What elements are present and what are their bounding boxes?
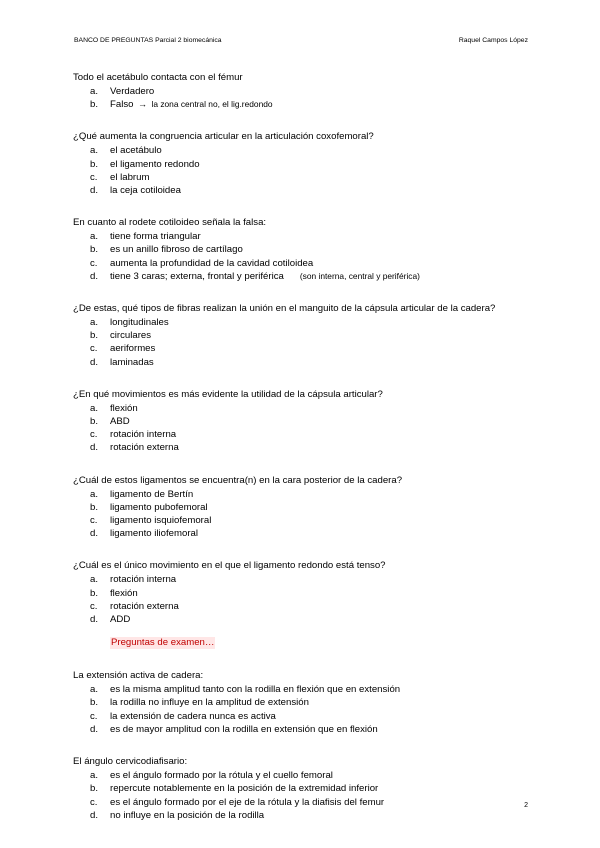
option-a <box>73 769 540 782</box>
option-letter: c. <box>90 343 98 355</box>
options-list <box>73 488 540 541</box>
option-text: es de mayor amplitud con la rodilla en extensión que en flexión <box>110 723 378 735</box>
option-text: rotación externa <box>110 442 179 454</box>
option-a <box>73 402 540 415</box>
option-text: ligamento iliofemoral <box>110 528 198 540</box>
question-5 <box>73 388 540 455</box>
option-note: (son interna, central y periférica) <box>299 270 420 281</box>
options-list <box>73 230 540 283</box>
option-b <box>73 587 540 600</box>
option-b <box>73 158 540 171</box>
option-c <box>73 796 540 809</box>
header-title: BANCO DE PREGUNTAS Parcial 2 biomecánica <box>74 37 222 44</box>
option-letter: d. <box>90 356 99 368</box>
option-letter: d. <box>90 723 99 735</box>
header-author: Raquel Campos López <box>458 37 528 44</box>
question-2 <box>73 130 540 197</box>
option-letter: c. <box>90 710 98 722</box>
option-text: ligamento de Bertín <box>110 488 194 500</box>
option-b <box>73 243 540 256</box>
question-text: ¿Cuál de estos ligamentos se encuentra(n) en la cara posterior de la cadera? <box>73 474 403 486</box>
question-1 <box>73 71 540 111</box>
option-text: Verdadero <box>110 86 155 97</box>
option-letter: a. <box>90 317 99 329</box>
option-letter: b. <box>90 783 99 795</box>
option-letter: c. <box>90 796 98 808</box>
option-text: la ceja cotiloidea <box>110 185 181 197</box>
option-letter: d. <box>90 185 99 197</box>
option-letter: d. <box>90 270 99 282</box>
option-letter: b. <box>90 501 99 513</box>
option-b <box>73 98 540 111</box>
option-text: es el ángulo formado por la rótula y el cuello femoral <box>110 770 333 782</box>
option-b <box>73 501 540 514</box>
option-letter: a. <box>90 488 99 500</box>
question-text: ¿De estas, qué tipos de fibras realizan la unión en el manguito de la cápsula articular de la cadera? <box>73 303 496 315</box>
document-body <box>73 71 540 828</box>
option-d <box>73 613 540 626</box>
option-a <box>73 573 540 586</box>
question-text: En cuanto al rodete cotiloideo señala la falsa: <box>73 217 267 229</box>
option-letter: b. <box>90 416 99 428</box>
option-letter: b. <box>90 158 99 170</box>
option-letter: b. <box>90 330 99 342</box>
option-b <box>73 415 540 428</box>
option-c <box>73 257 540 270</box>
right-arrow-icon: → <box>135 99 150 110</box>
option-note: la zona central no, el lig.redondo <box>151 99 273 110</box>
option-a <box>73 85 540 98</box>
option-c <box>73 428 540 441</box>
exam-question-2 <box>73 755 540 822</box>
option-letter: b. <box>90 697 99 709</box>
option-letter: b. <box>90 587 99 599</box>
option-b <box>73 696 540 709</box>
option-d <box>73 809 540 822</box>
option-text: laminadas <box>110 356 154 368</box>
option-c <box>73 710 540 723</box>
option-letter: c. <box>90 429 98 441</box>
option-text: el labrum <box>110 171 150 183</box>
option-d <box>73 723 540 736</box>
option-text: el ligamento redondo <box>110 158 200 170</box>
option-d <box>73 527 540 540</box>
page-header <box>74 37 528 49</box>
option-b <box>73 329 540 342</box>
option-letter: c. <box>90 257 98 269</box>
option-text: aeriformes <box>110 343 156 355</box>
option-a <box>73 683 540 696</box>
option-text: Falso <box>110 99 134 111</box>
option-letter: a. <box>90 684 99 696</box>
option-text: es un anillo fibroso de cartílago <box>110 244 243 256</box>
option-d <box>73 184 540 197</box>
exam-highlight: Preguntas de examen… <box>111 637 215 649</box>
options-list <box>73 573 540 626</box>
option-text: tiene 3 caras; externa, frontal y periférica <box>110 270 284 282</box>
options-list <box>73 769 540 822</box>
question-text: ¿Qué aumenta la congruencia articular en la articulación coxofemoral? <box>73 131 374 143</box>
option-text: el acetábulo <box>110 145 162 157</box>
option-text: ABD <box>110 416 130 428</box>
option-letter: d. <box>90 442 99 454</box>
option-d <box>73 270 540 283</box>
option-letter: a. <box>90 86 99 97</box>
option-c <box>73 600 540 613</box>
options-list <box>73 144 540 197</box>
option-text: rotación interna <box>110 429 177 441</box>
option-text: es la misma amplitud tanto con la rodilla en flexión que en extensión <box>110 684 401 696</box>
option-letter: d. <box>90 809 99 821</box>
option-text: ADD <box>110 614 131 626</box>
option-text: repercute notablemente en la posición de la extremidad inferior <box>110 783 379 795</box>
option-letter: d. <box>90 528 99 540</box>
option-a <box>73 488 540 501</box>
option-text: flexión <box>110 402 138 414</box>
option-letter: a. <box>90 231 99 243</box>
exam-question-1 <box>73 669 540 736</box>
option-text: flexión <box>110 587 138 599</box>
question-text: ¿Cuál es el único movimiento en el que el ligamento redondo está tenso? <box>73 560 386 572</box>
option-d <box>73 441 540 454</box>
question-text: Todo el acetábulo contacta con el fémur <box>73 72 243 83</box>
question-3 <box>73 216 540 283</box>
question-text: El ángulo cervicodiafisario: <box>73 756 188 768</box>
option-text: no influye en la posición de la rodilla <box>110 809 265 821</box>
option-c <box>73 342 540 355</box>
option-c <box>73 514 540 527</box>
option-letter: a. <box>90 402 99 414</box>
option-text: longitudinales <box>110 317 169 329</box>
options-list <box>73 402 540 455</box>
option-text: aumenta la profundidad de la cavidad cotiloidea <box>110 257 314 269</box>
question-text: La extensión activa de cadera: <box>73 670 204 682</box>
option-a <box>73 230 540 243</box>
option-letter: a. <box>90 145 99 157</box>
option-text: rotación externa <box>110 600 179 612</box>
option-a <box>73 144 540 157</box>
option-text: la extensión de cadera nunca es activa <box>110 710 276 722</box>
option-letter: c. <box>90 171 98 183</box>
option-letter: a. <box>90 574 99 586</box>
page-number: 2 <box>524 802 528 809</box>
question-6 <box>73 474 540 541</box>
option-c <box>73 171 540 184</box>
option-a <box>73 316 540 329</box>
option-letter: d. <box>90 614 99 626</box>
option-text: ligamento pubofemoral <box>110 501 208 513</box>
question-4 <box>73 302 540 369</box>
option-letter: c. <box>90 600 98 612</box>
exam-section-label <box>73 632 540 650</box>
option-text: circulares <box>110 330 152 342</box>
option-text: la rodilla no influye en la amplitud de extensión <box>110 697 309 709</box>
option-letter: a. <box>90 770 99 782</box>
option-letter: b. <box>90 244 99 256</box>
question-7 <box>73 559 540 626</box>
option-text: rotación interna <box>110 574 177 586</box>
option-text: es el ángulo formado por el eje de la rótula y la diafisis del femur <box>110 796 385 808</box>
option-text: tiene forma triangular <box>110 231 201 243</box>
option-letter: c. <box>90 515 98 527</box>
option-b <box>73 782 540 795</box>
options-list <box>73 683 540 736</box>
options-list <box>73 85 540 111</box>
question-text: ¿En qué movimientos es más evidente la utilidad de la cápsula articular? <box>73 388 383 400</box>
option-text: ligamento isquiofemoral <box>110 515 212 527</box>
option-d <box>73 356 540 369</box>
option-letter: b. <box>90 99 99 111</box>
options-list <box>73 316 540 369</box>
